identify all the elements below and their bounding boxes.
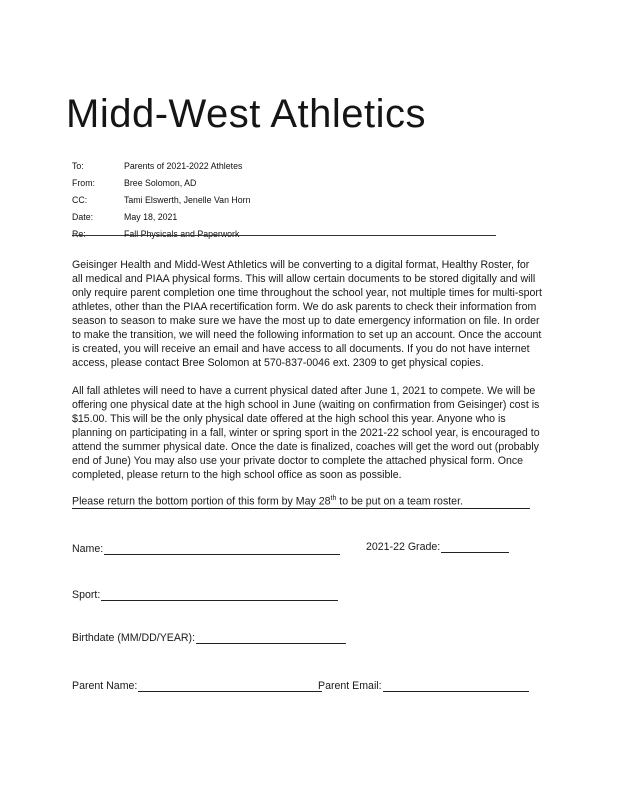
memo-row-to bbox=[72, 158, 497, 175]
memo-value: Bree Solomon, AD bbox=[124, 178, 197, 188]
memo-divider bbox=[72, 235, 496, 236]
return-note-text: Please return the bottom portion of this form by May 28 bbox=[72, 495, 331, 508]
memo-row-from bbox=[72, 175, 497, 192]
memo-row-date bbox=[72, 209, 497, 226]
name-blank[interactable] bbox=[104, 543, 340, 555]
name-field bbox=[72, 543, 340, 555]
memo-label: To: bbox=[72, 161, 84, 171]
body-paragraph-2: All fall athletes will need to have a current physical dated after June 1, 2021 to compete. We will be offering one physical date at the high school in June (waiting on confirmation from Geisinger) cost is $15.00. This will be the only physical date offered at the high school this year. Anyone who is planning on participating in a fall, winter or spring sport in the 2021-22 school year, is encouraged to attend the summer physical date. Once the date is finalized, coaches will get the word out (probably end of June) You may also use your private doctor to complete the attached physical form. Once completed, please return to the high school office as soon as possible. bbox=[72, 385, 540, 481]
return-note bbox=[72, 492, 542, 509]
memo-label: Date: bbox=[72, 212, 94, 222]
grade-label: 2021-22 Grade: bbox=[366, 541, 441, 553]
birthdate-label: Birthdate (MM/DD/YEAR): bbox=[72, 632, 196, 644]
name-label: Name: bbox=[72, 543, 104, 555]
return-note-text-end: to be put on a team roster. bbox=[336, 495, 463, 508]
sport-field bbox=[72, 589, 338, 601]
parent-email-label: Parent Email: bbox=[318, 680, 382, 692]
parent-name-field bbox=[72, 680, 322, 692]
memo-value: Parents of 2021-2022 Athletes bbox=[124, 161, 243, 171]
parent-email-blank[interactable] bbox=[383, 680, 529, 692]
birthdate-field bbox=[72, 632, 346, 644]
parent-email-field bbox=[318, 680, 529, 692]
memo-value: May 18, 2021 bbox=[124, 212, 178, 222]
return-note-suffix: th bbox=[330, 495, 337, 502]
memo-value: Fall Physicals and Paperwork bbox=[124, 229, 240, 239]
memo-label: Re: bbox=[72, 229, 86, 239]
memo-label: CC: bbox=[72, 195, 88, 205]
memo-row-cc bbox=[72, 192, 497, 209]
memo-label: From: bbox=[72, 178, 95, 188]
parent-name-label: Parent Name: bbox=[72, 680, 138, 692]
cut-line bbox=[72, 508, 530, 509]
birthdate-blank[interactable] bbox=[196, 632, 346, 644]
sport-label: Sport: bbox=[72, 589, 101, 601]
body-paragraph-1: Geisinger Health and Midd-West Athletics will be converting to a digital format, Healthy Roster, for all medical and PIAA physical forms. This will allow certain documents to be stored digitally and will only require parent completion one time throughout the school year, not multiple times for multi-sport athletes, other than the PIAA recertification form. We do ask parents to check their information from season to season to make sure we have the most up to date emergency information on file. In order to make the transition, we will need the following information to set up an account. Once the account is created, you will receive an email and have access to all documents. If you do not have internet access, please contact Bree Solomon at 570-837-0046 ext. 2309 to get physical copies. bbox=[72, 259, 542, 369]
memo-header bbox=[72, 158, 497, 243]
grade-field bbox=[366, 541, 509, 553]
sport-blank[interactable] bbox=[101, 589, 338, 601]
grade-blank[interactable] bbox=[441, 541, 509, 553]
page-title: Midd-West Athletics bbox=[66, 92, 426, 136]
parent-name-blank[interactable] bbox=[138, 680, 322, 692]
memo-value: Tami Elswerth, Jenelle Van Horn bbox=[124, 195, 251, 205]
